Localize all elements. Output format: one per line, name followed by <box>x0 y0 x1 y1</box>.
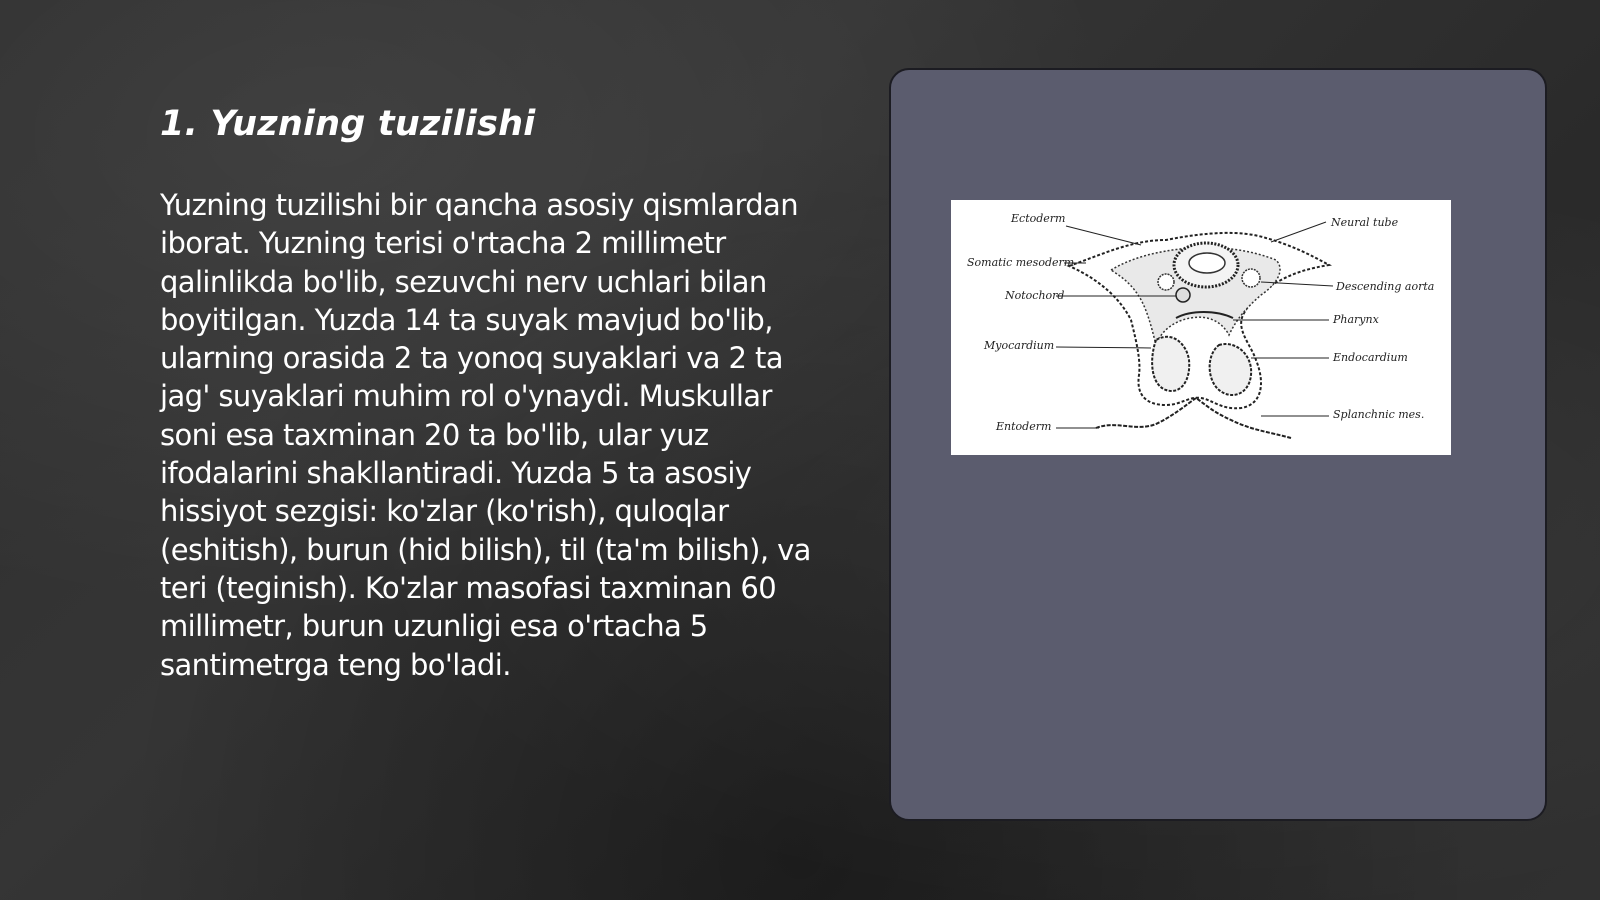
label-descending-aorta: Descending aorta <box>1336 280 1435 293</box>
heart-tube-left <box>1152 337 1189 391</box>
heart-tube-right <box>1210 344 1252 395</box>
diagram-drawing <box>951 200 1451 455</box>
slide-title: 1. Yuzning tuzilishi <box>160 104 536 144</box>
label-splanchnic-mes: Splanchnic mes. <box>1333 408 1425 421</box>
embryo-cross-section-diagram <box>951 200 1451 455</box>
label-entoderm: Entoderm <box>996 420 1052 433</box>
label-notochord: Notochord <box>1005 289 1065 302</box>
label-myocardium: Myocardium <box>984 339 1055 352</box>
notochord <box>1176 288 1190 302</box>
neural-canal <box>1189 253 1225 273</box>
aorta-left <box>1158 274 1174 290</box>
aorta-right <box>1242 269 1260 287</box>
entoderm-line <box>1096 398 1291 438</box>
label-somatic-mesoderm: Somatic mesoderm <box>967 256 1075 269</box>
label-pharynx: Pharynx <box>1333 313 1379 326</box>
label-endocardium: Endocardium <box>1333 351 1408 364</box>
label-neural-tube: Neural tube <box>1331 216 1399 229</box>
slide-body-text: Yuzning tuzilishi bir qancha asosiy qismlardan iborat. Yuzning terisi o'rtacha 2 millimetr qalinlikda bo'lib, sezuvchi nerv uchlari bilan boyitilgan. Yuzda 14 ta suyak mavjud bo'lib, ularning orasida 2 ta yonoq suyaklari va 2 ta jag' suyaklari muhim rol o'ynaydi. Muskullar soni esa taxminan 20 ta bo'lib, ular yuz ifodalarini shakllantiradi. Yuzda 5 ta asosiy hissiyot sezgisi: ko'zlar (ko'rish), quloqlar (eshitish), burun (hid bilish), til (ta'm bilish), va teri (teginish). Ko'zlar masofasi taxminan 60 millimetr, burun uzunligi esa o'rtacha 5 santimetrga teng bo'ladi. <box>160 188 811 682</box>
image-panel <box>889 68 1547 821</box>
label-ectoderm: Ectoderm <box>1011 212 1066 225</box>
